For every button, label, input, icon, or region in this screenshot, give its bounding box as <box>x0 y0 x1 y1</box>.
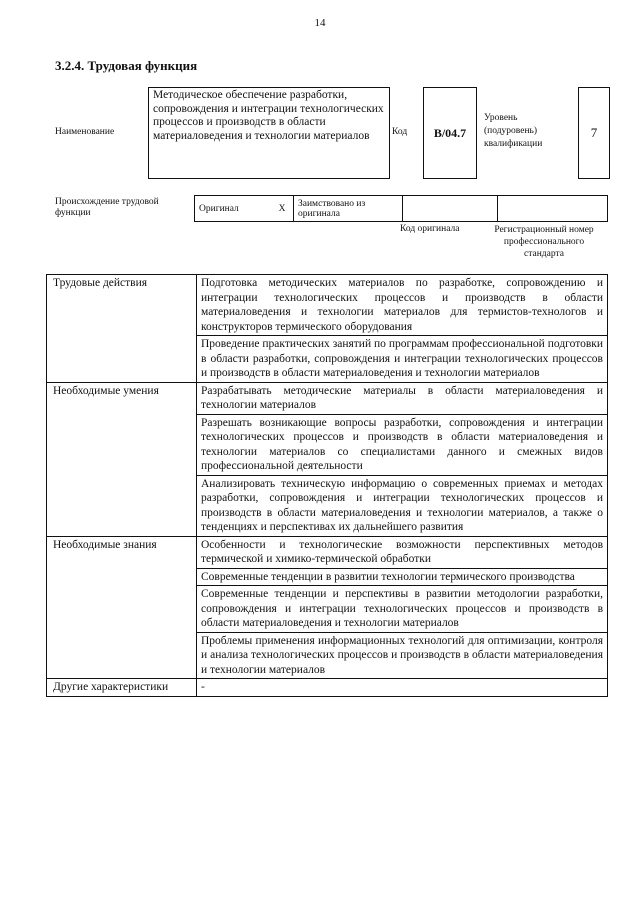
row-label-required-knowledge: Необходимые знания <box>47 536 197 679</box>
qualification-level-label: Уровень (подуровень) квалификации <box>484 113 543 149</box>
row-label-other-characteristics: Другие характеристики <box>47 679 197 697</box>
table-cell: Проблемы применения информационных технологий для оптимизации, контроля и анализа технологических процессов и производств в области материаловедения и технологии материалов <box>197 632 608 679</box>
name-label: Наименование <box>55 127 115 137</box>
function-name-box: Методическое обеспечение разработки, сопровождения и интеграции технологических процессов и производств в области материаловедения и технологии материалов <box>148 87 390 179</box>
row-label-required-skills: Необходимые умения <box>47 382 197 536</box>
table-row <box>47 679 608 697</box>
registration-number-cell <box>498 196 608 222</box>
original-mark: X <box>271 196 294 222</box>
original-code-caption: Код оригинала <box>400 224 460 234</box>
original-label: Оригинал <box>195 196 272 222</box>
table-row <box>47 275 608 336</box>
table-row <box>47 536 608 568</box>
origin-table <box>194 195 608 222</box>
code-label: Код <box>392 127 408 137</box>
origin-label: Происхождение трудовой функции <box>55 197 159 218</box>
table-row <box>47 382 608 414</box>
table-cell: - <box>197 679 608 697</box>
function-details-table <box>46 274 608 697</box>
borrowed-label: Заимствовано из оригинала <box>294 196 403 222</box>
row-label-labor-actions: Трудовые действия <box>47 275 197 383</box>
original-code-cell <box>403 196 498 222</box>
table-cell: Анализировать техническую информацию о современных приемах и методах разработки, сопровождения и интеграции технологических процессов и производств в области материаловедения и технологии материалов, а также о тенденциях и перспективах их дальнейшего развития <box>197 475 608 536</box>
table-cell: Современные тенденции и перспективы в развитии методологии разработки, сопровождения и интеграции технологических процессов и производств в области материаловедения и технологии материалов <box>197 586 608 633</box>
table-cell: Особенности и технологические возможности перспективных методов термической и химико-термической обработки <box>197 536 608 568</box>
page-number: 14 <box>314 17 326 29</box>
section-title: 3.2.4. Трудовая функция <box>55 58 198 73</box>
registration-number-caption: Регистрационный номер профессионального стандарта <box>494 225 594 259</box>
table-cell: Разрабатывать методические материалы в области материаловедения и технологии материалов <box>197 382 608 414</box>
function-code-box: B/04.7 <box>423 87 477 179</box>
table-cell: Современные тенденции в развитии технологии термического производства <box>197 568 608 586</box>
table-cell: Проведение практических занятий по программам профессиональной подготовки в области разработки, сопровождения и интеграции технологических процессов и производств в области материаловедения и технологии материалов <box>197 336 608 383</box>
table-cell: Разрешать возникающие вопросы разработки, сопровождения и интеграции технологических процессов и производств в области материаловедения и технологии материалов со специалистами данного и смежных видов профессиональной деятельности <box>197 414 608 475</box>
table-cell: Подготовка методических материалов по разработке, сопровождению и интеграции технологических процессов и производств в области материаловедения и технологии материалов для термистов-технологов и конструкторов термического оборудования <box>197 275 608 336</box>
qualification-level-box: 7 <box>578 87 610 179</box>
